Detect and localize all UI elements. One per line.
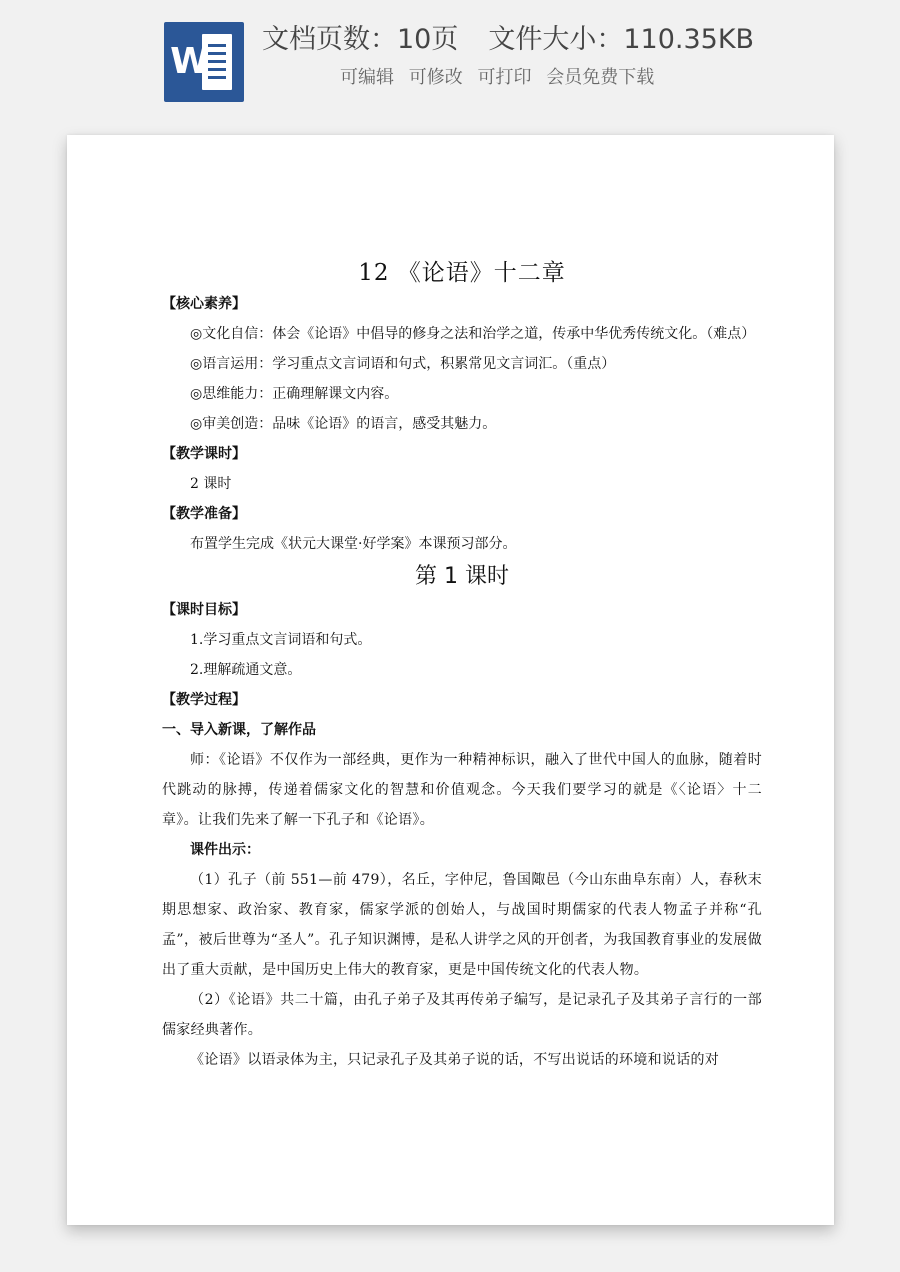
courseware-item-3: 《论语》以语录体为主，只记录孔子及其弟子说的话，不写出说话的环境和说话的对 [190,1052,720,1068]
core-item-aesthetic: ◎审美创造：品味《论语》的语言，感受其魅力。 [190,416,497,432]
core-item-culture: ◎文化自信：体会《论语》中倡导的修身之法和治学之道，传承中华优秀传统文化。（难点） [190,326,756,342]
section-lesson-goals: 【课时目标】 [162,602,246,618]
section-core-literacy: 【核心素养】 [162,296,246,312]
download-banner [0,0,900,120]
file-meta [262,20,754,60]
courseware-item-1: （1）孔子（前 551—前 479），名丘，字仲尼，鲁国陬邑（今山东曲阜东南）人，春秋末期思想家、政治家、教育家，儒家学派的创始人，与战国时期儒家的代表人物孟子并称“孔孟”，被后世尊为“圣人”。孔子知识渊博，是私人讲学之风的开创者，为我国教育事业的发展做出了重大贡献，是中国历史上伟大的教育家，更是中国传统文化的代表人物。 [162,872,762,978]
doc-title: 12 《论语》十二章 [358,260,566,286]
perm-modifiable: 可修改 [408,67,463,88]
core-item-language: ◎语言运用：学习重点文言词语和句式，积累常见文言词汇。（重点） [190,356,616,372]
teaching-prep-text: 布置学生完成《状元大课堂·好学案》本课预习部分。 [190,536,517,552]
step-1-heading: 一、导入新课，了解作品 [162,722,316,738]
section-teaching-prep: 【教学准备】 [162,506,246,522]
teaching-hours-value: 2 课时 [190,476,232,492]
courseware-item-2: （2）《论语》共二十篇，由孔子弟子及其再传弟子编写，是记录孔子及其弟子言行的一部儒家经典著作。 [162,992,762,1038]
file-size-label: 文件大小：110.35KB [488,24,755,55]
permission-list [340,64,663,92]
perm-editable: 可编辑 [340,67,394,88]
section-teaching-hours: 【教学课时】 [162,446,246,462]
goal-item-1: 1.学习重点文言词语和句式。 [190,632,372,648]
lesson-1-heading: 第 1 课时 [415,564,509,589]
word-doc-icon [164,22,244,102]
perm-printable: 可打印 [477,67,532,88]
page-count-label: 文档页数：10页 [262,24,459,55]
perm-member-free-download[interactable]: 会员免费下载 [546,67,655,88]
word-letter-w: W [170,41,210,82]
section-teaching-process: 【教学过程】 [162,692,246,708]
courseware-label: 课件出示： [190,842,260,858]
document-page [67,135,834,1225]
goal-item-2: 2.理解疏通文意。 [190,662,302,678]
core-item-thinking: ◎思维能力：正确理解课文内容。 [190,386,399,402]
document-content [162,257,762,1075]
intro-paragraph: 师：《论语》不仅作为一部经典，更作为一种精神标识，融入了世代中国人的血脉，随着时代跳动的脉搏，传递着儒家文化的智慧和价值观念。今天我们要学习的就是《〈论语〉十二章》。让我们先来了解一下孔子和《论语》。 [162,752,762,828]
